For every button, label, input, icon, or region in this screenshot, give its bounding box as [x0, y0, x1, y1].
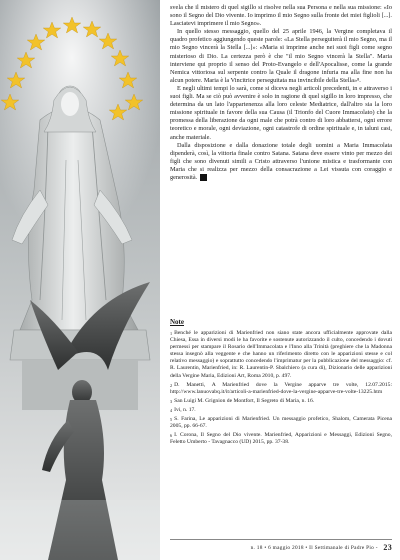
- notes-title: Note: [170, 318, 184, 326]
- note-item: [170, 416, 392, 430]
- paragraph-2: In quello stesso messaggio, quello del 25 aprile 1946, la Vergine completava il quadro profetico aggiungendo queste parole: «La Stella perseguiterà il mio Segno, ma il mio Segno vincerà la Stella [...]»: «Maria si imprime anche nei suoi figli come segno misterioso di Dio. La certezza però è che "il mio Segno vincerà la Stella". Maria interviene qui proprio il senso del Proto-Evangelo e dell'Apocalisse, come la grande Nemica vittoriosa sul serpente contro la Quale il dragone infuria ma alla fine non ha alcun potere. Maria è la Vincitrice perseguitata ma invincibile della Stella»⁸.: [170, 28, 392, 84]
- note-item: [170, 398, 392, 405]
- end-of-article-icon: [200, 174, 207, 181]
- article-body: [170, 4, 392, 182]
- note-text: Ivi, n. 17.: [174, 406, 196, 413]
- notes-list: [170, 330, 392, 446]
- note-number: 1: [170, 331, 173, 336]
- paragraph-1: svela che il mistero di quel sigillo si risolve nella sua Persona e nella sua missione: «Io sono il Segno del Dio vivente. Io imprimo il mio Segno sulla fronte dei miei figlioli [...]. Lasciatevi imprimere il mio Segno».: [170, 4, 392, 28]
- note-item: [170, 382, 392, 396]
- note-text: San Luigi M. Grignion de Montfort, Il Segreto di Maria, n. 16.: [174, 397, 315, 404]
- paragraph-3: E negli ultimi tempi lo sarà, come si diceva negli articoli precedenti, in e attraverso i suoi figli. Ma se ciò può avvenire è solo in ragione di quel sigillo in loro impresso, che determina da un lato l'appartenenza alla loro celeste Mediatrice, dall'altro sia la loro missione spirituale in favore della sua Causa (il Trionfo del Cuore Immacolato) che la promessa della liberazione da ogni male che potrà contro di loro abbattersi, ogni errore teoretico e morale, ogni deviazione, ogni catastrofe di ordine spirituale e, in taluni casi, anche materiale.: [170, 84, 392, 141]
- note-text: I. Corona, Il Segno del Dio vivente. Marienfried, Apparizioni e Messaggi, Edizioni Segno, Feletto Umberto - Tavagnacco (UD) 2015, pp. 37-38.: [170, 432, 392, 446]
- note-number: 3: [170, 398, 173, 404]
- note-text: D. Manetti, A Marienfried dove la Vergine apparve tre volte, 12.07.2015: http://www.lanuovabq.it/it/articoli-a-marienfried-dove-la-vergine-apparve-tre-volte-13225.htm: [170, 381, 392, 395]
- issue-info: n. 18 • 6 maggio 2018 • Il Settimanale di Padre Pio -: [250, 545, 378, 551]
- madonna-statue-photo: [0, 0, 160, 560]
- note-text: S. Farina, Le apparizioni di Marienfried. Un messaggio profetico, Shalom, Camerata Picena 2005, pp. 66-67.: [170, 416, 392, 430]
- page-footer: [170, 539, 392, 552]
- statue-illustration: [0, 0, 160, 560]
- notes-section: [170, 318, 392, 448]
- note-item: [170, 330, 392, 380]
- paragraph-4-text: Dalla disposizione e dalla donazione totale degli uomini a Maria Immacolata dipenderà, così, la vittoria finale contro Satana. Satana deve essere vinto per mezzo dei figli che sono divenuti simili a Cristo attraverso l'unione mistica e trasformante con Maria che si realizza per mezzo della consacrazione a Lei vissuta con coraggio e generosità.: [170, 141, 392, 181]
- note-number: 2: [170, 382, 173, 388]
- note-item: [170, 432, 392, 446]
- note-number: 5: [170, 417, 173, 423]
- note-number: 4: [170, 407, 173, 413]
- page-number: 23: [383, 543, 392, 552]
- note-item: [170, 407, 392, 414]
- note-number: 6: [170, 433, 173, 439]
- note-text: Benché le apparizioni di Marienfried non siano state ancora ufficialmente approvate dalla Chiesa, Essa in diversi modi le ha favorite e sostenute autorizzando il culto, concedendo i dovuti permessi per stampare il Rosario dell'Immacolata e l'Inno alla Trinità (preghiere che la Madonna stessa insegnò alla veggente e che hanno un riferimento diretto con le apparizioni stesse e col relativo messaggio) e soprattutto concedendo l'imprimatur per la pubblicazione del messaggio: cf. R. Laurentin, Marienfried, in: R. Laurentin-P. Sbalchiero (a cura di), Dizionario delle apparizioni della Vergine Maria, Edizioni Art, Roma 2010, p. 497.: [170, 330, 392, 379]
- paragraph-4: [170, 142, 392, 182]
